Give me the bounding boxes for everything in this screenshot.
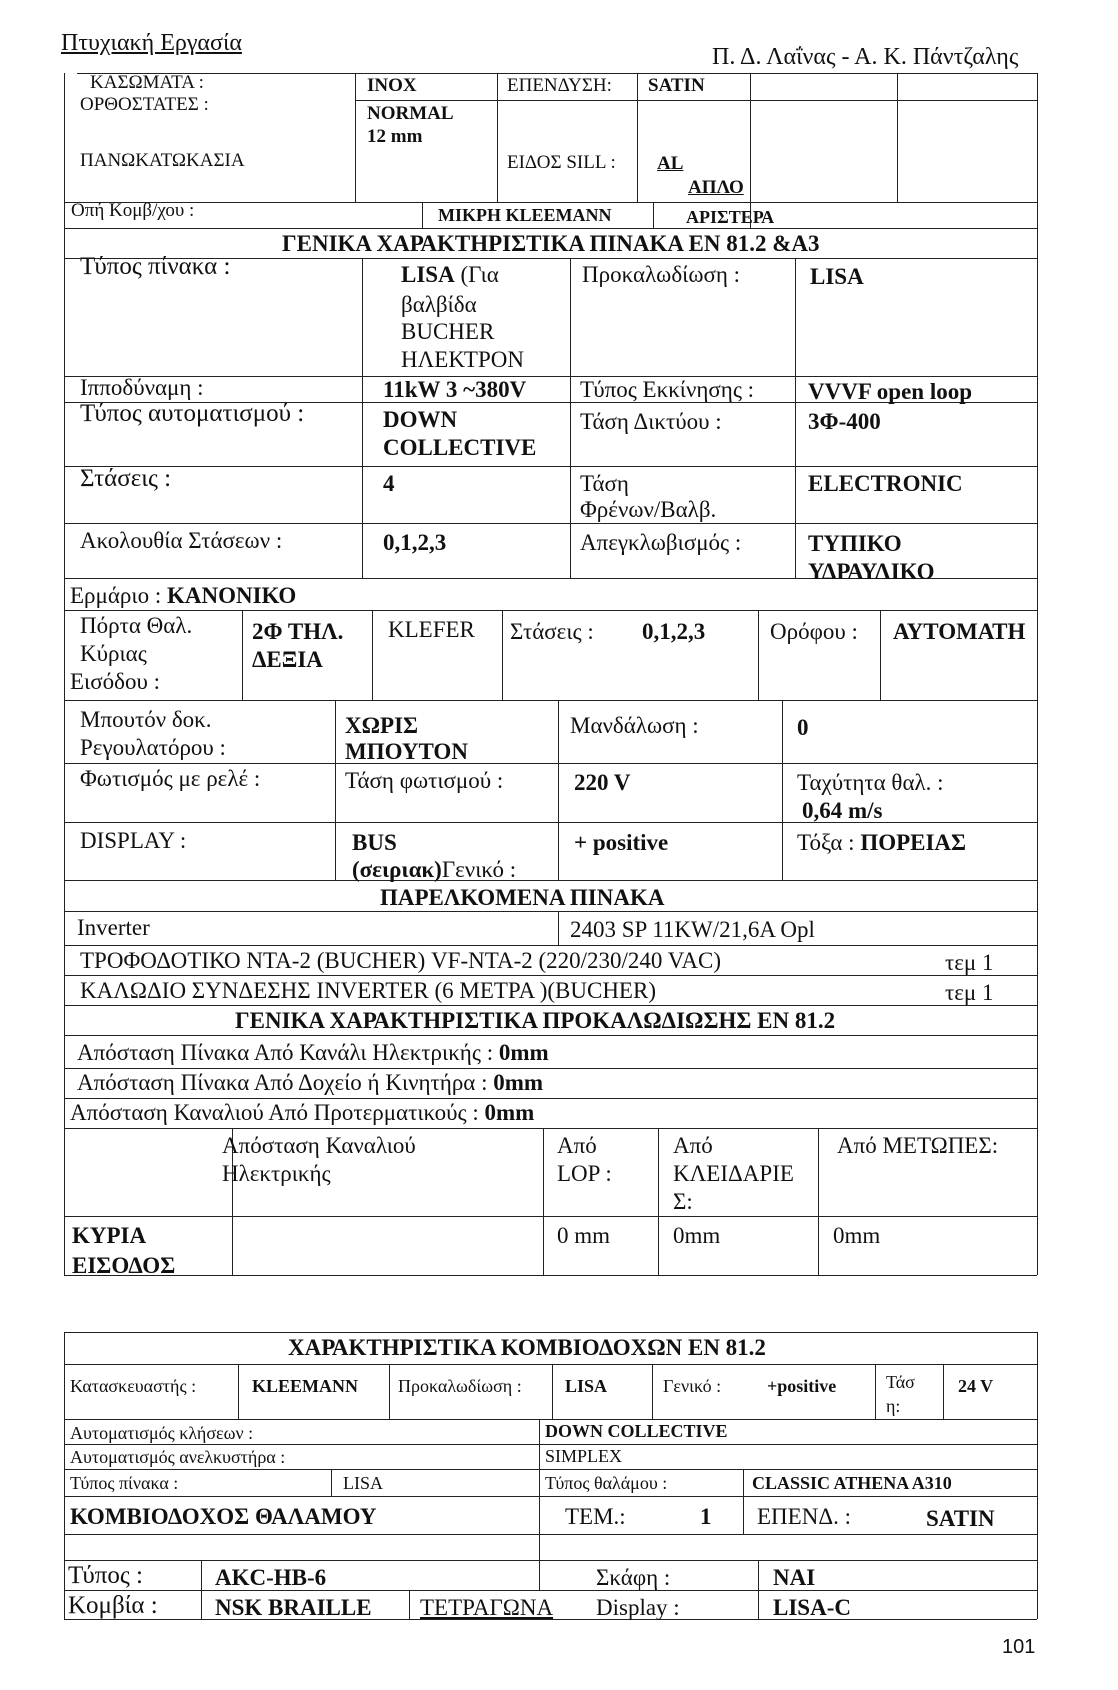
button-label-2: Ρεγουλατόρου : (80, 735, 226, 760)
rescue-value: ΤΥΠΙΚΟ (808, 531, 902, 556)
main-entrance-label: ΚΥΡΙΑ (72, 1223, 147, 1248)
door-stops-value: 0,1,2,3 (642, 619, 706, 644)
display-label: DISPLAY : (80, 828, 187, 853)
panel-type-value-3: BUCHER (401, 319, 495, 344)
cable-qty: τεμ 1 (945, 980, 994, 1005)
inverter-label: Inverter (77, 915, 150, 940)
entrance-lop-value: 0 mm (557, 1223, 611, 1248)
sill-value-2: ΑΠΛΟ (688, 177, 744, 198)
brake-voltage-label-2: Φρένων/Βαλβ. (580, 497, 717, 522)
panel-type-value-4: ΗΛΕΚΤΡΟΝ (401, 347, 524, 372)
inverter-value: 2403 SP 11KW/21,6A Opl (570, 917, 815, 942)
cable-item: ΚΑΛΩΔΙΟ ΣΥΝΔΕΣΗΣ INVERTER (6 ΜΕΤΡΑ )(BUCHER) (80, 978, 656, 1003)
car-panel-label: ΚΟΜΒΙΟΔΟΧΟΣ ΘΑΛΑΜΟΥ (70, 1504, 377, 1529)
brake-voltage-value: ELECTRONIC (808, 471, 963, 496)
opi-label: Οπή Κομβ/χου : (71, 200, 195, 221)
prewiring-value: LISA (810, 264, 864, 289)
speed-value: 0,64 m/s (802, 798, 883, 823)
car-type-value: CLASSIC ATHENA A310 (752, 1473, 952, 1493)
start-type-value: VVVF open loop (808, 379, 972, 404)
distance-row-1 (77, 1039, 549, 1066)
t2-display-value: LISA-C (773, 1595, 851, 1620)
manufacturer-value: KLEEMANN (252, 1376, 359, 1396)
panel-type-value-2: βαλβίδα (401, 292, 477, 317)
distance-2-value: 0mm (493, 1070, 544, 1095)
opi-value: ΜΙΚΡΗ KLEEMANN (438, 205, 612, 225)
general-title: ΓΕΝΙΚΑ ΧΑΡΑΚΤΗΡΙΣΤΙΚΑ ΠΙΝΑΚΑ ΕΝ 81.2 &Α3 (282, 231, 820, 256)
from-locks-label: Από (673, 1133, 713, 1158)
main-entrance-label-2: ΕΙΣΟΔΟΣ (72, 1253, 176, 1278)
t2-display-label: Display : (596, 1595, 680, 1620)
start-type-label: Τύπος Εκκίνησης : (580, 377, 755, 402)
button-label: Μπουτόν δοκ. (80, 707, 212, 732)
t2-voltage-label-2: η: (886, 1396, 901, 1416)
lighting-voltage-value: 220 V (574, 770, 631, 795)
opi-side: ΑΡΙΣΤΕΡΑ (686, 207, 775, 227)
from-lop-label: Από (557, 1133, 597, 1158)
door-label-2: Κύριας (80, 641, 147, 666)
panokatokasia-label: ΠΑΝΩΚΑΤΩΚΑΣΙΑ (80, 150, 245, 171)
floor-door-label: Ορόφου : (770, 619, 858, 644)
stop-sequence-label: Ακολουθία Στάσεων : (80, 528, 283, 553)
from-lop-label-2: LOP : (557, 1161, 612, 1186)
cabinet-row (70, 582, 296, 609)
floor-door-value: ΑΥΤΟΜΑΤΗ (893, 619, 1026, 644)
t2-general-label: Γενικό : (663, 1376, 722, 1396)
cladding-label: ΕΠΕΝΔ. : (757, 1504, 851, 1529)
display-serial: (σειριακ) (352, 857, 442, 882)
buttons-value: NSK BRAILLE (215, 1595, 372, 1620)
t2-panel-type-value: LISA (343, 1473, 383, 1493)
header-left: Πτυχιακή Εργασία (61, 30, 242, 56)
arrows-value: ΠΟΡΕΙΑΣ (860, 830, 967, 855)
cladding-value: SATIN (926, 1506, 995, 1531)
model-label: Τύπος : (68, 1562, 143, 1589)
power-supply-item: ΤΡΟΦΟΔΟΤΙΚΟ ΝΤΑ-2 (BUCHER) VF-NTA-2 (220/230/240 VAC) (80, 948, 722, 973)
display-value-2 (352, 856, 516, 883)
door-label-3: Εισόδου : (70, 669, 161, 694)
lock-value: 0 (797, 715, 809, 740)
cabinet-label: Ερμάριο : (70, 583, 167, 608)
entrance-locks-value: 0mm (673, 1223, 721, 1248)
panel-type-model: LISA (401, 262, 455, 287)
car-type-label: Τύπος θαλάμου : (545, 1473, 668, 1493)
power-label: Ιπποδύναμη : (80, 375, 204, 400)
cabinet-value: ΚΑΝΟΝΙΚΟ (166, 583, 297, 608)
positive-value: + positive (574, 830, 669, 855)
t2-panel-type-label: Τύπος πίνακα : (70, 1473, 179, 1493)
accessories-title: ΠΑΡΕΛΚΟΜΕΝΑ ΠΙΝΑΚΑ (380, 885, 665, 910)
kasomata-value: INOX (367, 75, 417, 96)
network-voltage-label: Τάση Δικτύου : (580, 409, 722, 434)
channel-distance-label: Απόσταση Καναλιού (222, 1133, 416, 1158)
display-general: Γενικό : (441, 857, 517, 882)
hull-value: ΝΑΙ (773, 1565, 816, 1590)
power-supply-qty: τεμ 1 (945, 950, 994, 975)
panel-type-label: Τύπος πίνακα : (80, 253, 231, 280)
arrows-label: Τόξα : (797, 830, 861, 855)
door-value-2: ΔΕΞΙΑ (252, 647, 323, 672)
model-value: AKC-HB-6 (215, 1565, 327, 1590)
automation-value: DOWN (383, 407, 458, 432)
button-value-2: ΜΠΟΥΤΟΝ (345, 739, 468, 764)
arrows-row (797, 829, 966, 856)
t2-prewiring-label: Προκαλωδίωση : (398, 1376, 522, 1396)
distance-1-label: Απόσταση Πίνακα Από Κανάλι Ηλεκτρικής : (77, 1040, 494, 1065)
door-label: Πόρτα Θαλ. (80, 613, 193, 638)
channel-distance-label-2: Ηλεκτρικής (222, 1161, 331, 1186)
prewiring-title: ΓΕΝΙΚΑ ΧΑΡΑΚΤΗΡΙΣΤΙΚΑ ΠΡΟΚΑΛΩΔΙΩΣΗΣ ΕΝ 81.2 (235, 1008, 836, 1033)
lighting-voltage-label: Τάση φωτισμού : (345, 768, 504, 793)
lift-automation-value: SIMPLEX (545, 1446, 623, 1466)
qty-value: 1 (700, 1504, 712, 1529)
distance-1-value: 0mm (498, 1040, 549, 1065)
call-automation-value: DOWN COLLECTIVE (545, 1421, 728, 1441)
square-label: ΤΕΤΡΑΓΩΝΑ (420, 1595, 554, 1620)
hull-label: Σκάφη : (596, 1565, 671, 1590)
t2-general-value: +positive (767, 1376, 837, 1396)
header-right: Π. Δ. Λαΐνας - Α. Κ. Πάντζαλης (712, 44, 1019, 70)
klefer: KLEFER (388, 617, 475, 642)
entrance-fronts-value: 0mm (833, 1223, 881, 1248)
distance-row-3 (70, 1099, 534, 1126)
from-locks-label-2: ΚΛΕΙΔΑΡΙΕ (673, 1161, 794, 1186)
lighting-label: Φωτισμός με ρελέ : (80, 766, 261, 791)
distance-3-value: 0mm (484, 1100, 535, 1125)
t2-prewiring-value: LISA (565, 1376, 608, 1396)
stop-sequence-value: 0,1,2,3 (383, 530, 447, 555)
stops-label: Στάσεις : (80, 465, 172, 492)
panel-type-for: (Για (460, 262, 499, 287)
stops-value: 4 (383, 471, 395, 496)
sill-value: AL (657, 153, 684, 174)
buttons-title: ΧΑΡΑΚΤΗΡΙΣΤΙΚΑ ΚΟΜΒΙΟΔΟΧΩΝ ΕΝ 81.2 (288, 1335, 766, 1360)
door-value: 2Φ ΤΗΛ. (252, 619, 344, 644)
distance-2-label: Απόσταση Πίνακα Από Δοχείο ή Κινητήρα : (77, 1070, 488, 1095)
page-number: 101 (1002, 1636, 1036, 1658)
button-value: ΧΩΡΙΣ (345, 713, 419, 738)
buttons-label: Κομβία : (68, 1592, 158, 1619)
t2-voltage-value: 24 V (958, 1376, 994, 1396)
orthostates-label: ΟΡΘΟΣΤΑΤΕΣ : (80, 94, 209, 115)
sill-label: ΕΙΔΟΣ SILL : (507, 152, 616, 173)
manufacturer-label: Κατασκευαστής : (70, 1376, 197, 1396)
speed-label: Ταχύτητα θαλ. : (797, 770, 944, 795)
distance-row-2 (77, 1069, 543, 1096)
distance-3-label: Απόσταση Καναλιού Από Προτερματικούς : (70, 1100, 479, 1125)
orthostates-value-2: 12 mm (367, 126, 423, 147)
orthostates-value: NORMAL (367, 103, 454, 124)
brake-voltage-label: Τάση (580, 471, 629, 496)
prewiring-label: Προκαλωδίωση : (582, 262, 741, 287)
lock-label: Μανδάλωση : (570, 713, 699, 738)
display-value: BUS (352, 830, 397, 855)
rescue-value-2: ΥΔΡΑΥΛΙΚΟ (808, 559, 935, 584)
from-fronts-label: Από ΜΕΤΩΠΕΣ: (837, 1133, 999, 1158)
ependysi-value: SATIN (648, 75, 705, 96)
call-automation-label: Αυτοματισμός κλήσεων : (70, 1423, 254, 1443)
rescue-label: Απεγκλωβισμός : (580, 530, 742, 555)
lift-automation-label: Αυτοματισμός ανελκυστήρα : (70, 1447, 286, 1467)
automation-label: Τύπος αυτοματισμού : (80, 400, 305, 427)
qty-label: ΤΕΜ.: (565, 1504, 626, 1529)
panel-type-value (401, 261, 499, 288)
t2-voltage-label: Τάσ (886, 1372, 915, 1392)
power-value: 11kW 3 ~380V (383, 377, 527, 402)
automation-value-2: COLLECTIVE (383, 435, 537, 460)
ependysi-label: ΕΠΕΝΔΥΣΗ: (507, 75, 612, 96)
kasomata-label: ΚΑΣΩΜΑΤΑ : (90, 72, 204, 93)
network-voltage-value: 3Φ-400 (808, 409, 881, 434)
door-stops-label: Στάσεις : (510, 619, 594, 644)
from-locks-label-3: Σ: (673, 1189, 693, 1214)
